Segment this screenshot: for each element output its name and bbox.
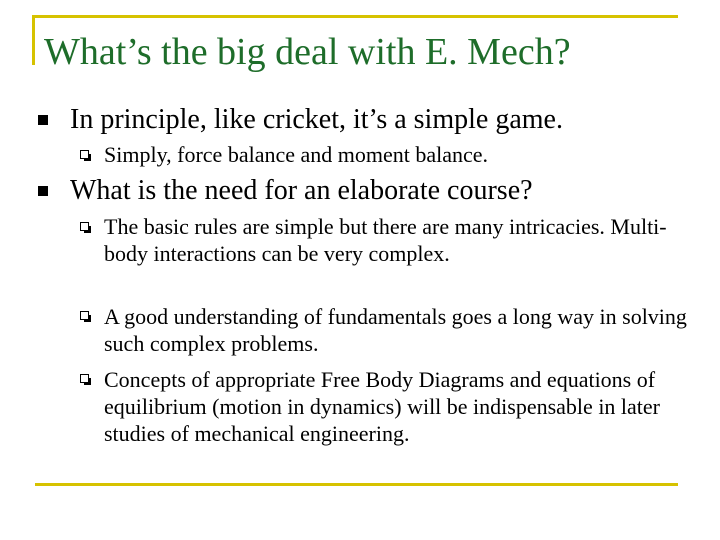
hollow-square-bullet-icon [80,374,89,383]
bullet-2-sub-3: Concepts of appropriate Free Body Diagrams and equations of equilibrium (motion in dynamics) will be indispensable in later studies of mechanical engineering. [104,367,661,446]
bullet-2-sub-1: The basic rules are simple but there are many intricacies. Multi-body interactions can be very complex. [104,214,667,266]
bullet-2-sub-2: A good understanding of fundamentals goes a long way in solving such complex problems. [104,304,687,356]
hollow-square-bullet-icon [80,311,89,320]
top-rule [35,15,678,18]
left-rule [32,15,35,65]
bullet-1-sub-1: Simply, force balance and moment balance. [104,142,489,167]
bullet-2-text: What is the need for an elaborate course? [70,175,533,206]
hollow-square-bullet-icon [80,222,89,231]
square-bullet-icon [38,115,48,125]
hollow-square-bullet-icon [80,150,89,159]
bullet-1-text: In principle, like cricket, it’s a simple game. [70,104,563,135]
slide-title: What’s the big deal with E. Mech? [44,31,571,73]
square-bullet-icon [38,186,48,196]
bottom-rule [35,483,678,486]
